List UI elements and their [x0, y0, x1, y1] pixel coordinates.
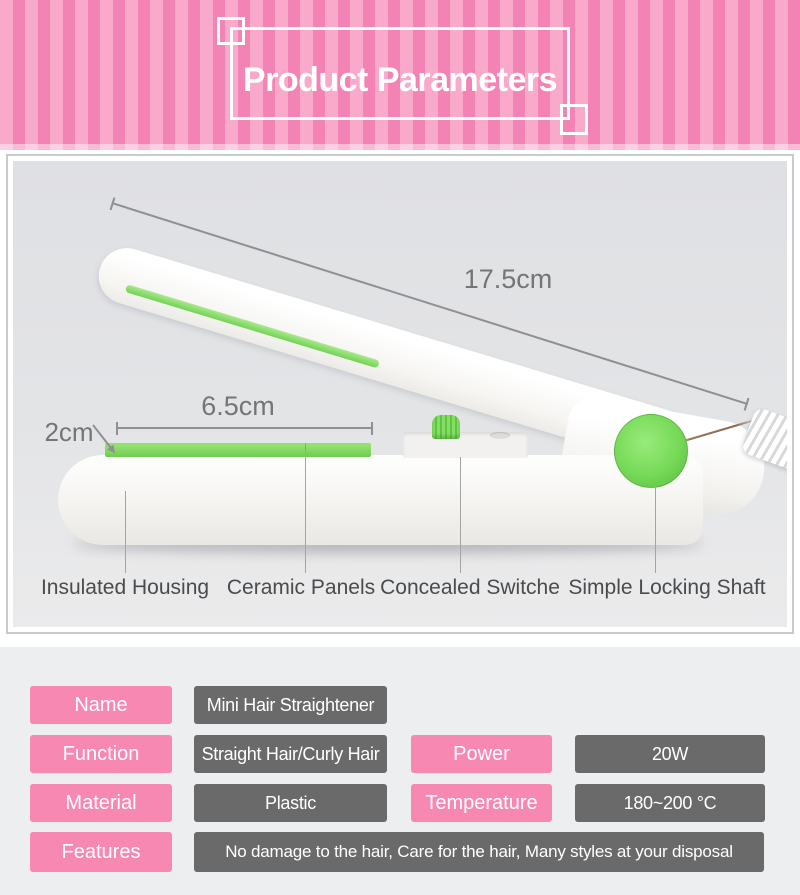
leader-line-concealed-switch	[460, 457, 461, 573]
spec-value-material: Plastic	[194, 784, 387, 822]
title-frame	[230, 27, 570, 120]
spec-label-features: Features	[30, 832, 172, 872]
spec-label-name: Name	[30, 686, 172, 724]
spec-value-power: 20W	[575, 735, 765, 773]
straightener-lower-arm	[58, 455, 703, 545]
dimension-label-panel-length: 6.5cm	[201, 391, 275, 421]
lower-ceramic-panel	[105, 443, 371, 457]
part-label-ceramic-panels: Ceramic Panels	[226, 576, 376, 599]
spec-label-material: Material	[30, 784, 172, 822]
part-label-locking-shaft: Simple Locking Shaft	[568, 576, 766, 599]
spec-label-power: Power	[411, 735, 552, 773]
spec-value-function: Straight Hair/Curly Hair	[194, 735, 387, 773]
deco-square-bottom-right	[560, 104, 588, 135]
banner-bottom-fade	[0, 144, 800, 150]
photo-frame	[6, 154, 794, 634]
deco-square-top-left	[217, 17, 245, 45]
product-photo	[13, 161, 787, 627]
spec-value-temperature: 180~200 °C	[575, 784, 765, 822]
vent-hole	[490, 432, 510, 439]
dimension-label-total-length: 17.5cm	[463, 264, 553, 294]
dimension-label-panel-width: 2cm	[44, 417, 94, 447]
spec-label-function: Function	[30, 735, 172, 773]
switch-knob	[432, 415, 460, 439]
spec-table	[0, 647, 800, 895]
spec-value-features: No damage to the hair, Care for the hair, Many styles at your disposal	[194, 832, 764, 872]
leader-line-ceramic-panels	[305, 450, 306, 573]
part-label-insulated-housing: Insulated Housing	[40, 576, 210, 599]
page-title: Product Parameters	[242, 61, 558, 99]
spec-value-name: Mini Hair Straightener	[194, 686, 387, 724]
spec-label-temperature: Temperature	[411, 784, 552, 822]
banner	[0, 0, 800, 150]
dimension-line-panel-length	[116, 427, 373, 429]
locking-shaft-button	[614, 414, 688, 488]
leader-line-insulated-housing	[125, 491, 126, 573]
part-label-concealed-switch: Concealed Switche	[380, 576, 560, 599]
leader-line-locking-shaft	[655, 479, 656, 573]
